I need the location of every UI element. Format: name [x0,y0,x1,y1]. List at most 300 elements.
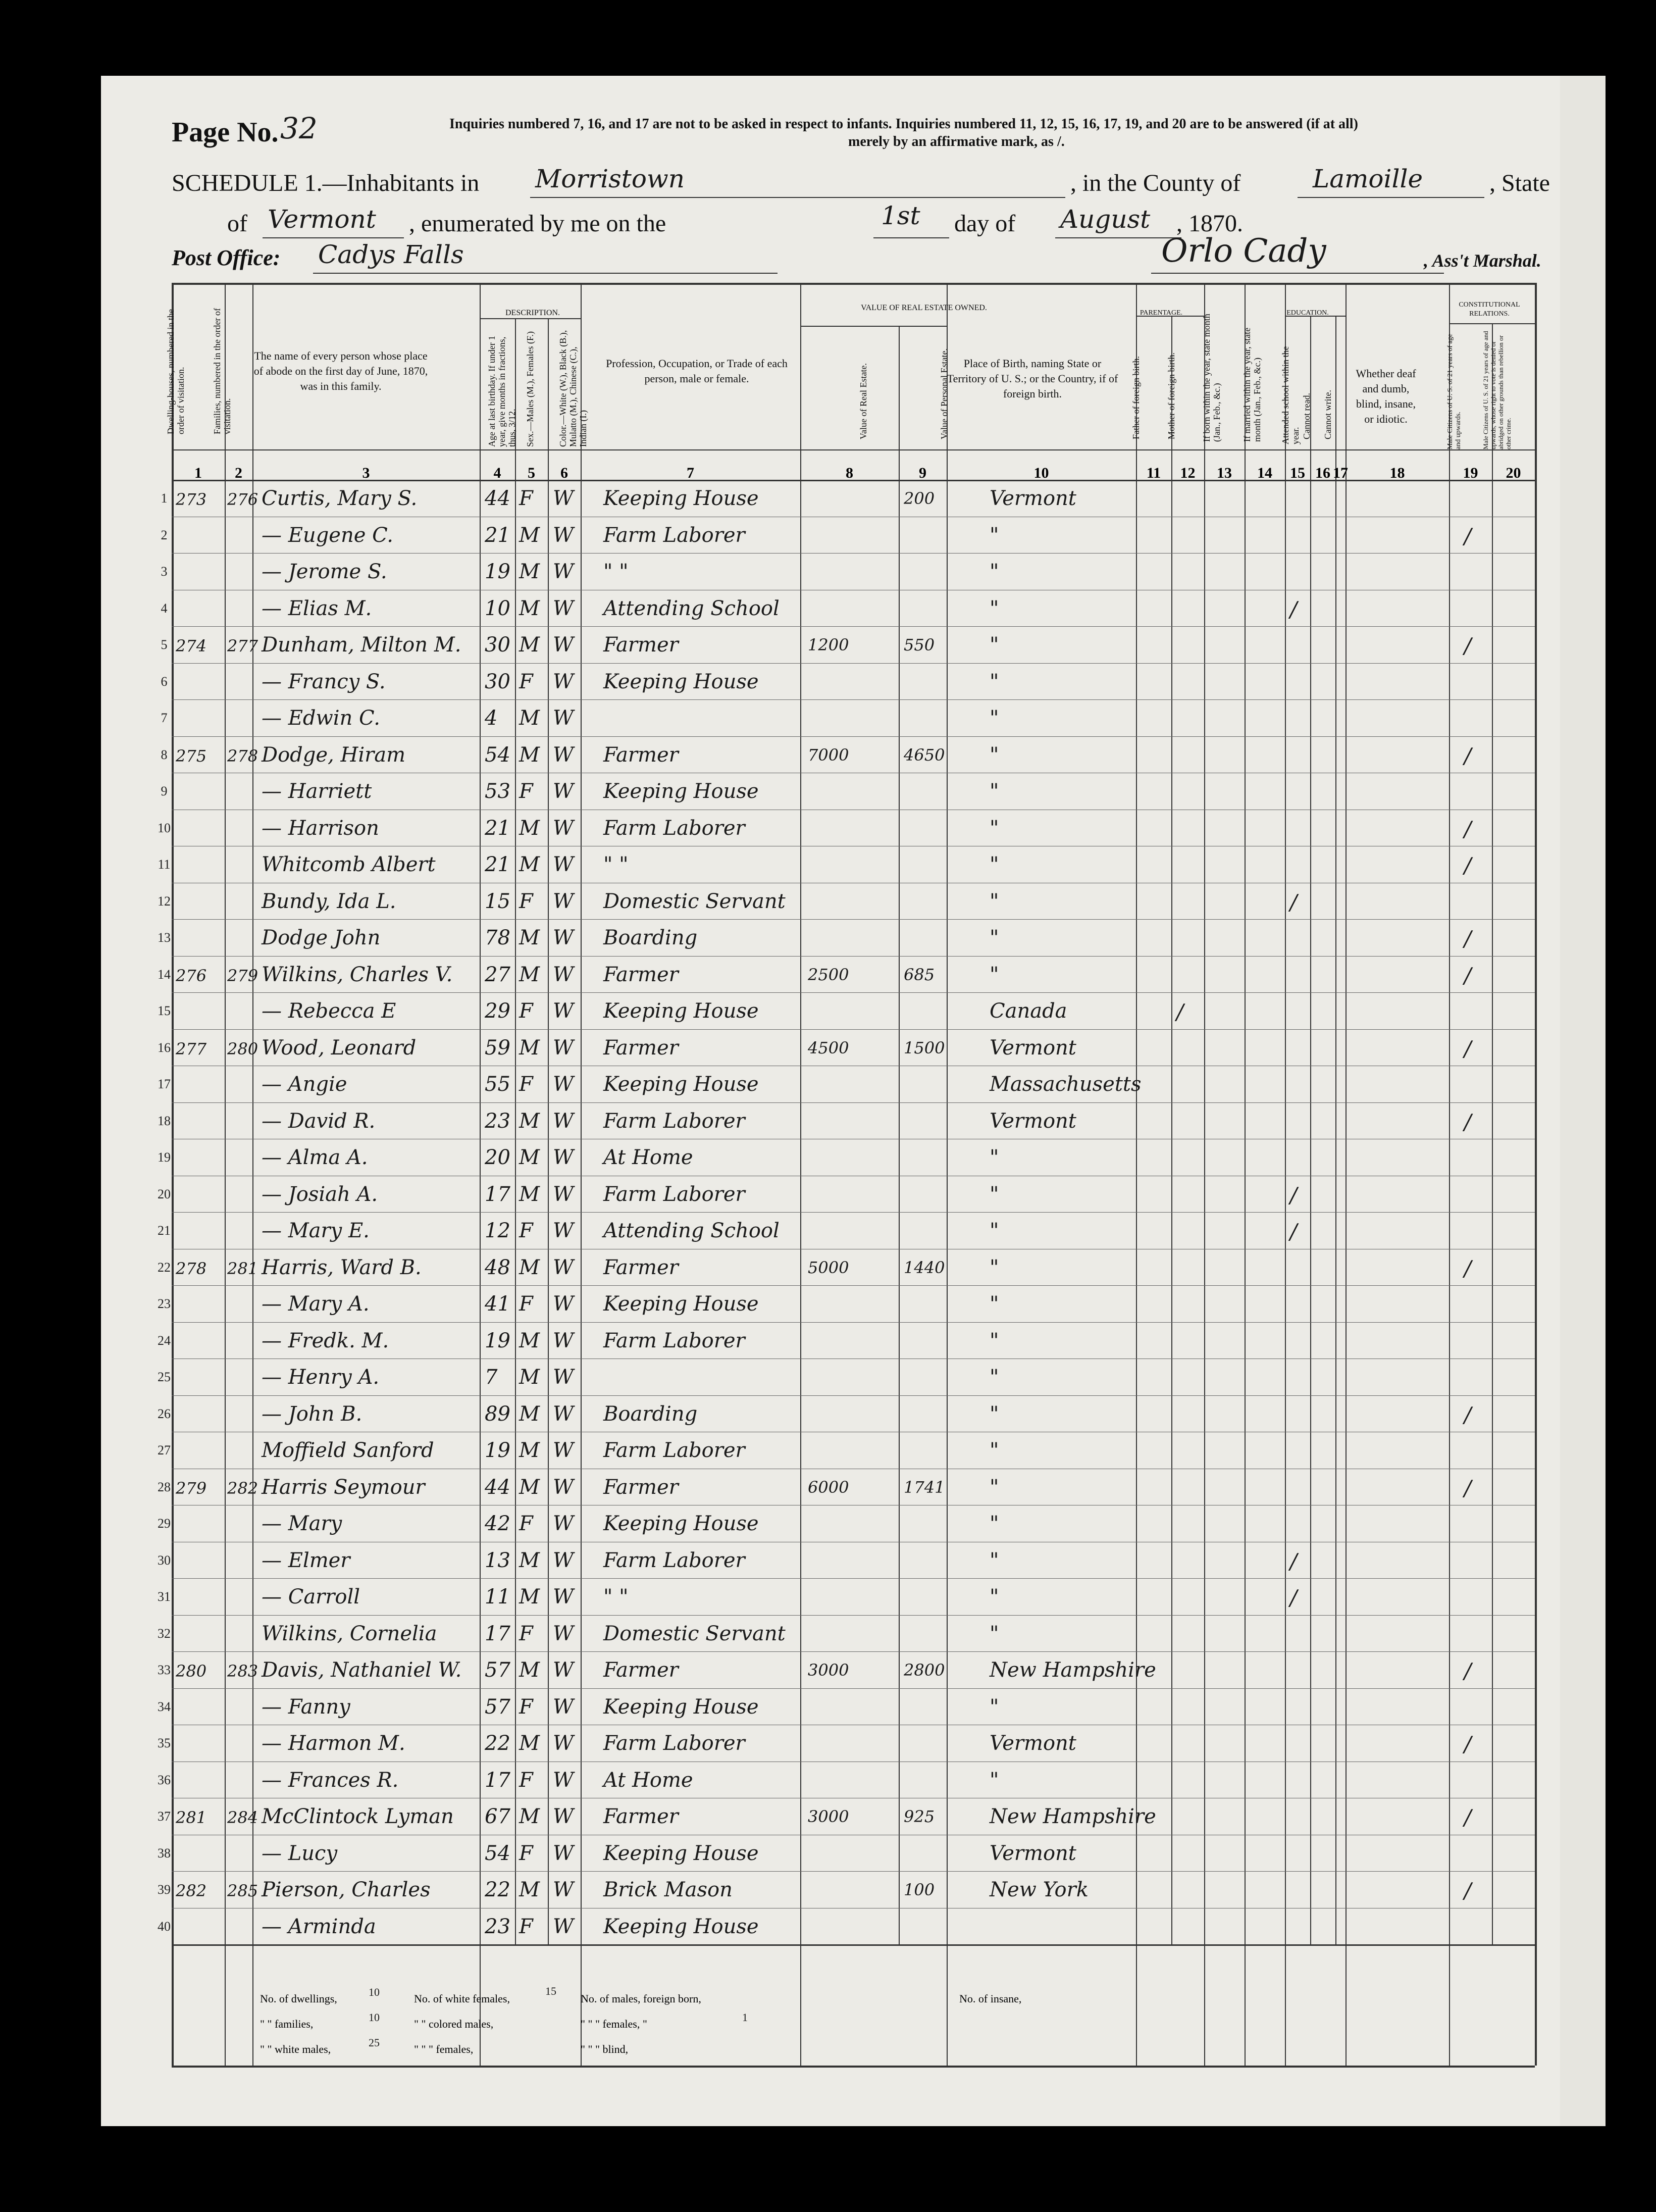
occupation: Farmer [603,633,679,657]
sex: M [519,1548,540,1572]
dwelling-number: 275 [176,746,207,766]
dwellings-label: No. of dwellings, [260,1992,337,2005]
education-header: EDUCATION. [1286,309,1329,317]
enumerated-label: , enumerated by me on the [409,210,666,237]
color: W [553,523,574,547]
male-citizen-mark: / [1464,1805,1472,1830]
row-number: 13 [158,930,171,945]
color: W [553,1475,574,1499]
page-number: 32 [280,111,318,145]
row-number: 1 [161,491,168,506]
row-number: 2 [161,527,168,542]
age: 29 [485,999,510,1023]
person-name: Curtis, Mary S. [262,487,418,510]
personal-estate-value: 100 [904,1880,935,1899]
row-rule [172,626,1535,627]
occupation: Keeping House [603,999,759,1023]
column-rule [1310,316,1311,1944]
col18-header: Whether deaf and dumb, blind, insane, or idiotic. [1356,367,1416,425]
person-name: Dodge John [262,926,381,949]
state-value: Vermont [268,205,376,234]
column-rule [548,318,549,1944]
row-number: 28 [158,1479,171,1494]
occupation: Keeping House [603,1841,759,1865]
blind-label: " " " blind, [581,2043,629,2055]
occupation: Brick Mason [603,1878,733,1901]
person-name: — Harmon M. [262,1732,405,1755]
age: 17 [485,1622,510,1645]
age: 19 [485,560,510,583]
county-value: Lamoille [1313,164,1423,193]
person-name: — John B. [262,1402,363,1426]
family-number: 276 [227,490,258,509]
age: 78 [485,926,510,949]
occupation: Keeping House [603,780,759,803]
color: W [553,780,574,803]
color: W [553,743,574,767]
column-number: 20 [1506,465,1521,481]
row-number: 4 [161,600,168,616]
family-number: 280 [227,1039,258,1059]
male-citizen-mark: / [1464,963,1472,988]
insane-label: No. of insane, [959,1992,1022,2005]
birthplace: " [990,1366,999,1389]
person-name: Moffield Sanford [262,1439,434,1462]
person-name: Wood, Leonard [262,1036,417,1060]
color: W [553,1622,574,1645]
occupation: Farmer [603,963,679,986]
month-value: August [1060,205,1151,234]
personal-estate-value: 550 [904,635,935,655]
sex: M [519,1109,540,1133]
dwelling-number: 273 [176,490,207,509]
row-number: 33 [158,1663,171,1677]
white-females-label: No. of white females, [414,1992,510,2005]
sex: F [519,1073,533,1096]
occupation: Keeping House [603,1695,759,1719]
occupation: Farm Laborer [603,1182,745,1206]
occupation: Farm Laborer [603,523,745,547]
sex: M [519,1805,540,1828]
attended-school-mark: / [1290,1585,1298,1610]
families-label: " " families, [260,2018,314,2030]
age: 10 [485,596,510,620]
column-number: 17 [1333,465,1348,481]
occupation: Keeping House [603,670,759,693]
age: 20 [485,1146,510,1169]
post-office-value: Cadys Falls [318,240,464,269]
birthplace: " [990,1622,999,1645]
color: W [553,1073,574,1096]
sex: F [519,999,533,1023]
col10-header: Place of Birth, naming State or Territory of U. S.; or the Country, if of foreign birth. [947,357,1118,400]
age: 89 [485,1402,510,1426]
dwelling-number: 274 [176,636,207,656]
male-citizen-mark: / [1464,1878,1472,1903]
occupation: " " [603,1585,629,1608]
age: 54 [485,743,510,767]
sex: M [519,926,540,949]
column-number: 10 [1033,465,1049,481]
age: 44 [485,487,510,510]
row-number: 36 [158,1772,171,1787]
age: 54 [485,1841,510,1865]
sex: M [519,523,540,547]
dwelling-number: 278 [176,1259,207,1278]
row-number: 37 [158,1809,171,1824]
sex: F [519,1768,533,1792]
occupation: At Home [603,1768,693,1792]
occupation: Keeping House [603,1073,759,1096]
row-rule [172,663,1535,664]
value-header: VALUE OF REAL ESTATE OWNED. [861,304,987,312]
row-number: 18 [158,1113,171,1128]
post-office-label: Post Office: [172,245,281,270]
color: W [553,1915,574,1938]
person-name: Bundy, Ida L. [262,889,396,913]
day-value: 1st [881,201,920,230]
person-name: — Mary E. [262,1219,370,1242]
schedule-label: SCHEDULE 1.—Inhabitants in [172,170,480,196]
sex: F [519,1292,533,1316]
sex: M [519,1182,540,1206]
occupation: " " [603,560,629,583]
person-name: Harris Seymour [262,1475,425,1499]
age: 22 [485,1732,510,1755]
row-number: 40 [158,1919,171,1934]
birthplace: Vermont [990,1732,1076,1755]
color: W [553,1695,574,1719]
occupation: Farm Laborer [603,1329,745,1352]
row-number: 30 [158,1552,171,1568]
birthplace: " [990,1255,999,1279]
colored-males-label: " " colored males, [414,2018,494,2030]
row-number: 22 [158,1260,171,1275]
male-citizen-mark: / [1464,1109,1472,1134]
sex: M [519,816,540,840]
color: W [553,1841,574,1865]
person-name: — Jerome S. [262,560,387,583]
birthplace: " [990,963,999,986]
row-rule [172,1285,1535,1286]
sex: F [519,889,533,913]
family-number: 283 [227,1662,258,1681]
color: W [553,670,574,693]
occupation: Keeping House [603,1915,759,1938]
column-number: 14 [1257,465,1272,481]
row-number: 5 [161,637,168,652]
row-number: 34 [158,1699,171,1714]
sex: F [519,1695,533,1719]
sex: M [519,1439,540,1462]
age: 22 [485,1878,510,1901]
row-rule [172,1578,1535,1579]
birthplace: " [990,1146,999,1169]
birthplace: Vermont [990,1841,1076,1865]
male-citizen-mark: / [1464,1255,1472,1281]
age: 55 [485,1073,510,1096]
row-number: 7 [161,711,168,725]
sex: M [519,1329,540,1352]
dwelling-number: 280 [176,1662,207,1681]
table-top-border [172,283,1535,285]
birthplace: " [990,889,999,913]
sex: M [519,1585,540,1608]
family-number: 277 [227,636,258,656]
row-rule [172,1102,1535,1103]
sex: F [519,670,533,693]
person-name: Dunham, Milton M. [262,633,461,657]
age: 13 [485,1548,510,1572]
occupation: Keeping House [603,1292,759,1316]
sex: M [519,1366,540,1389]
birthplace: " [990,1329,999,1352]
birthplace: Vermont [990,487,1076,510]
male-citizen-mark: / [1464,1658,1472,1683]
person-name: Pierson, Charles [262,1878,431,1901]
sex: M [519,707,540,730]
person-name: — Fanny [262,1695,350,1719]
color: W [553,1402,574,1426]
age: 44 [485,1475,510,1499]
sex: M [519,1878,540,1901]
dwelling-number: 279 [176,1478,207,1498]
color: W [553,1329,574,1352]
personal-estate-value: 1741 [904,1477,945,1497]
value-group-rule [800,326,947,327]
row-rule [172,1871,1535,1872]
footer-bottom-rule [172,2066,1535,2068]
inquiries-note: Inquiries numbered 7, 16, and 17 are not to be asked in respect to infants. Inquiries numbered 11, 12, 15, 16, 17, 19, and 20 are to be answered (if at all) [449,116,1358,132]
sex: M [519,1255,540,1279]
col16-header: Cannot read. [1302,393,1312,439]
age: 4 [485,707,498,730]
col2-header: Families, numbered in the order of visitation. [212,308,232,434]
row-rule [172,1212,1535,1213]
attended-school-mark: / [1290,1182,1298,1208]
age: 7 [485,1366,498,1389]
constitutional-header: CONSTITUTIONAL RELATIONS. [1459,301,1520,318]
age: 17 [485,1182,510,1206]
sex: M [519,596,540,620]
col19-header: Male Citizens of U. S. of 21 years of age and upwards. [1446,334,1462,449]
occupation: Farm Laborer [603,816,745,840]
sex: F [519,1512,533,1535]
column-number: 19 [1463,465,1478,481]
occupation: Farm Laborer [603,1548,745,1572]
age: 21 [485,523,510,547]
col7-header: Profession, Occupation, or Trade of each person, male or female. [606,357,788,385]
row-rule [172,1688,1535,1689]
sex: M [519,1402,540,1426]
color: W [553,1366,574,1389]
personal-estate-value: 200 [904,489,935,508]
person-name: — Lucy [262,1841,338,1865]
column-number: 8 [846,465,853,481]
row-rule [172,1615,1535,1616]
row-number: 21 [158,1223,171,1238]
sex: F [519,487,533,510]
row-number: 3 [161,564,168,579]
birthplace: " [990,1439,999,1462]
row-number: 35 [158,1736,171,1750]
sex: M [519,963,540,986]
row-rule [172,1322,1535,1323]
column-number: 12 [1180,465,1196,481]
person-name: — Francy S. [262,670,386,693]
occupation: Boarding [603,1402,698,1426]
column-number: 5 [528,465,535,481]
color: W [553,1439,574,1462]
row-rule [172,1029,1535,1030]
sex: F [519,1915,533,1938]
row-number: 9 [161,784,168,798]
birthplace: " [990,1695,999,1719]
occupation: Attending School [603,596,780,620]
male-citizen-mark: / [1464,1732,1472,1756]
col13-header: If born within the year, state month (Jan., Feb., &c.) [1202,314,1222,442]
mother-foreign-mark: / [1176,999,1184,1024]
color: W [553,1182,574,1206]
personal-estate-value: 1500 [904,1038,945,1058]
occupation: Domestic Servant [603,889,786,913]
header-bottom-rule [172,449,1535,450]
row-rule [172,699,1535,700]
age: 27 [485,963,510,986]
age: 30 [485,670,510,693]
row-rule [172,553,1535,554]
row-rule [172,992,1535,993]
column-number: 9 [919,465,926,481]
occupation: Farmer [603,1658,679,1682]
birthplace: " [990,853,999,876]
age: 41 [485,1292,510,1316]
white-males-value: 25 [369,2036,380,2049]
male-citizen-mark: / [1464,816,1472,841]
person-name: — Elias M. [262,596,372,620]
white-females-value: 15 [545,1985,556,1997]
col8-header: Value of Real Estate. [858,363,868,439]
description-header: DESCRIPTION. [505,309,560,317]
color: W [553,1878,574,1901]
column-number: 7 [687,465,694,481]
color: W [553,1732,574,1755]
adjacent-page-edge [1560,76,1606,2126]
row-number: 19 [158,1150,171,1165]
row-number: 24 [158,1333,171,1348]
person-name: — Edwin C. [262,707,380,730]
inquiries-note-2: merely by an affirmative mark, as /. [848,134,1065,149]
occupation: Farmer [603,1475,679,1499]
birthplace: " [990,1768,999,1792]
male-citizen-mark: / [1464,1036,1472,1061]
color: W [553,1805,574,1828]
age: 11 [485,1585,510,1608]
colored-females-label: " " " females, [414,2043,474,2055]
color: W [553,1292,574,1316]
col12-header: Mother of foreign birth. [1166,353,1176,439]
row-number: 20 [158,1186,171,1201]
real-estate-value: 6000 [808,1477,849,1497]
column-rule [1535,283,1537,2066]
male-citizen-mark: / [1464,926,1472,951]
column-number: 1 [194,465,202,481]
color: W [553,816,574,840]
age: 23 [485,1915,510,1938]
col20-header: Male Citizens of U. S. of 21 years of age and upwards, whose right to vote is denied or abridged on other grounds than rebellion or other crime. [1482,331,1512,449]
occupation: At Home [603,1146,693,1169]
marshal-signature: Orlo Cady [1161,232,1326,270]
page-number-label: Page No. [172,117,279,148]
row-number: 10 [158,820,171,835]
person-name: — Angie [262,1073,347,1096]
column-number: 15 [1290,465,1305,481]
age: 12 [485,1219,510,1242]
person-name: — Carroll [262,1585,360,1608]
person-name: — Arminda [262,1915,376,1938]
occupation: Boarding [603,926,698,949]
birthplace: " [990,1512,999,1535]
real-estate-value: 3000 [808,1661,849,1680]
personal-estate-value: 1440 [904,1258,945,1277]
birthplace: " [990,1292,999,1316]
person-name: Harris, Ward B. [262,1255,422,1279]
birthplace: " [990,1548,999,1572]
row-number: 32 [158,1626,171,1641]
foreign-females-label: " " " females, " [581,2018,647,2030]
person-name: Wilkins, Charles V. [262,963,453,986]
birthplace: " [990,633,999,657]
color: W [553,1036,574,1060]
male-citizen-mark: / [1464,1402,1472,1427]
age: 42 [485,1512,510,1535]
white-males-label: " " white males, [260,2043,331,2055]
row-number: 16 [158,1040,171,1055]
person-name: — Mary [262,1512,342,1535]
occupation: Farmer [603,1036,679,1060]
age: 57 [485,1695,510,1719]
column-number: 3 [362,465,370,481]
person-name: — Harrison [262,816,379,840]
personal-estate-value: 4650 [904,745,945,765]
birthplace: " [990,523,999,547]
row-rule [172,956,1535,957]
col11-header: Father of foreign birth. [1131,356,1141,439]
occupation: Farmer [603,743,679,767]
birthplace: " [990,596,999,620]
dwelling-number: 277 [176,1039,207,1059]
state-label: , State [1489,170,1550,196]
row-number: 26 [158,1406,171,1421]
male-citizen-mark: / [1464,853,1472,878]
color: W [553,1585,574,1608]
dwelling-number: 276 [176,966,207,985]
person-name: — Rebecca E [262,999,396,1023]
age: 23 [485,1109,510,1133]
sex: M [519,1146,540,1169]
attended-school-mark: / [1290,1219,1298,1244]
age: 67 [485,1805,510,1828]
occupation: Keeping House [603,1512,759,1535]
male-citizen-mark: / [1464,633,1472,658]
sex: M [519,853,540,876]
color: W [553,1146,574,1169]
birthplace: Canada [990,999,1067,1023]
sex: F [519,1219,533,1242]
male-citizen-mark: / [1464,1475,1472,1500]
family-number: 279 [227,966,258,985]
occupation: Farm Laborer [603,1109,745,1133]
